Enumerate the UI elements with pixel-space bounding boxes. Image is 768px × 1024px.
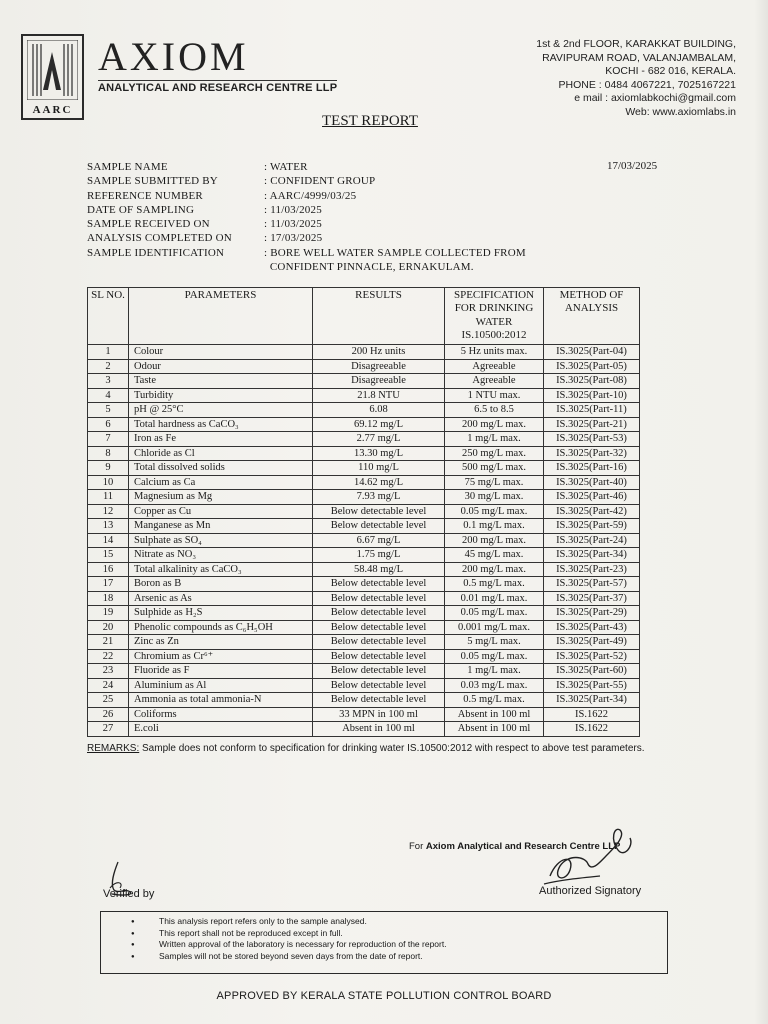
table-row: [88, 533, 640, 548]
cell-result: 69.12 mg/L: [313, 417, 445, 432]
remarks-text: Sample does not conform to specification for drinking water IS.10500:2012 with respect to above test parameters.: [139, 743, 645, 754]
cell-specification: 45 mg/L max.: [445, 548, 544, 563]
cell-specification: 1 mg/L max.: [445, 664, 544, 679]
cell-parameter: Sulphate as SO₄: [129, 533, 313, 548]
results-body: [88, 345, 640, 737]
cell-result: Below detectable level: [313, 606, 445, 621]
results-table: [87, 287, 640, 737]
cell-result: 21.8 NTU: [313, 388, 445, 403]
cell-parameter: Sulphide as H₂S: [129, 606, 313, 621]
cell-result: 6.08: [313, 403, 445, 418]
cell-parameter: Chloride as Cl: [129, 446, 313, 461]
cell-method: IS.3025(Part-34): [544, 548, 640, 563]
info-key: [87, 260, 264, 274]
cell-result: 14.62 mg/L: [313, 475, 445, 490]
table-row: [88, 591, 640, 606]
cell-specification: 200 mg/L max.: [445, 417, 544, 432]
cell-sl-no: 10: [88, 475, 129, 490]
address-line: KOCHI - 682 016, KERALA.: [605, 65, 736, 77]
cell-parameter: Ammonia as total ammonia-N: [129, 693, 313, 708]
remarks-label: REMARKS:: [87, 743, 140, 754]
notes-box: [100, 911, 668, 974]
header-sl-no: SL NO.: [88, 288, 129, 345]
cell-method: IS.3025(Part-16): [544, 461, 640, 476]
table-row: [88, 359, 640, 374]
cell-result: 33 MPN in 100 ml: [313, 707, 445, 722]
cell-method: IS.3025(Part-08): [544, 374, 640, 389]
cell-method: IS.1622: [544, 722, 640, 737]
cell-specification: Absent in 100 ml: [445, 707, 544, 722]
cell-method: IS.1622: [544, 707, 640, 722]
cell-method: IS.3025(Part-60): [544, 664, 640, 679]
cell-method: IS.3025(Part-32): [544, 446, 640, 461]
web-line: Web: www.axiomlabs.in: [625, 105, 736, 118]
cell-specification: 0.05 mg/L max.: [445, 504, 544, 519]
cell-method: IS.3025(Part-49): [544, 635, 640, 650]
info-key: SAMPLE IDENTIFICATION: [87, 246, 225, 259]
cell-sl-no: 20: [88, 620, 129, 635]
cell-result: 110 mg/L: [313, 461, 445, 476]
cell-method: IS.3025(Part-43): [544, 620, 640, 635]
phone-line: PHONE : 0484 4067221, 7025167221: [558, 78, 736, 91]
cell-method: IS.3025(Part-57): [544, 577, 640, 592]
cell-parameter: Odour: [129, 359, 313, 374]
cell-specification: 0.01 mg/L max.: [445, 591, 544, 606]
cell-parameter: Fluoride as F: [129, 664, 313, 679]
cell-sl-no: 2: [88, 359, 129, 374]
info-value: : CONFIDENT GROUP: [264, 175, 376, 188]
table-row: [88, 490, 640, 505]
info-value: : WATER: [264, 161, 308, 173]
info-row: [87, 189, 584, 203]
cell-sl-no: 8: [88, 446, 129, 461]
cell-result: 58.48 mg/L: [313, 562, 445, 577]
info-key: DATE OF SAMPLING: [87, 203, 195, 216]
cell-result: Below detectable level: [313, 678, 445, 693]
cell-sl-no: 23: [88, 664, 129, 679]
cell-result: Below detectable level: [313, 504, 445, 519]
cell-specification: 5 mg/L max.: [445, 635, 544, 650]
cell-method: IS.3025(Part-59): [544, 519, 640, 534]
cell-specification: 200 mg/L max.: [445, 533, 544, 548]
info-key: SAMPLE SUBMITTED BY: [87, 175, 218, 188]
cell-sl-no: 3: [88, 374, 129, 389]
logo-emblem-icon: [27, 40, 78, 100]
note-item: ● Samples will not be stored beyond seven days from the date of report.: [131, 951, 667, 963]
logo-text: AARC: [32, 104, 73, 116]
company-logo: [21, 34, 84, 120]
table-row: [88, 475, 640, 490]
info-value: : AARC/4999/03/25: [264, 189, 357, 202]
cell-sl-no: 24: [88, 678, 129, 693]
address-line: RAVIPURAM ROAD, VALANJAMBALAM,: [542, 51, 736, 64]
cell-specification: 1 mg/L max.: [445, 432, 544, 447]
header-specification: SPECIFICATION FOR DRINKING WATER IS.10500:2012: [445, 288, 544, 345]
cell-method: IS.3025(Part-29): [544, 606, 640, 621]
cell-parameter: Taste: [129, 374, 313, 389]
cell-specification: Agreeable: [445, 359, 544, 374]
cell-result: Below detectable level: [313, 649, 445, 664]
table-row: [88, 403, 640, 418]
remarks: [87, 741, 687, 756]
table-row: [88, 446, 640, 461]
table-row: [88, 620, 640, 635]
cell-sl-no: 11: [88, 490, 129, 505]
table-row: [88, 432, 640, 447]
table-row: [88, 722, 640, 737]
cell-parameter: Magnesium as Mg: [129, 490, 313, 505]
email-line: e mail : axiomlabkochi@gmail.com: [574, 92, 736, 104]
cell-specification: 250 mg/L max.: [445, 446, 544, 461]
cell-result: 2.77 mg/L: [313, 432, 445, 447]
sample-info: [87, 160, 584, 274]
cell-sl-no: 7: [88, 432, 129, 447]
cell-method: IS.3025(Part-55): [544, 678, 640, 693]
report-title: TEST REPORT: [322, 113, 418, 129]
header-method: METHOD OF ANALYSIS: [544, 288, 640, 345]
cell-specification: 0.5 mg/L max.: [445, 693, 544, 708]
cell-result: Absent in 100 ml: [313, 722, 445, 737]
cell-specification: 0.1 mg/L max.: [445, 519, 544, 534]
cell-method: IS.3025(Part-05): [544, 359, 640, 374]
cell-result: Below detectable level: [313, 519, 445, 534]
cell-method: IS.3025(Part-40): [544, 475, 640, 490]
info-value: : 11/03/2025: [264, 203, 322, 216]
info-value: CONFIDENT PINNACLE, ERNAKULAM.: [264, 261, 474, 274]
cell-sl-no: 1: [88, 345, 129, 360]
approval-footer: APPROVED BY KERALA STATE POLLUTION CONTROL BOARD: [216, 990, 552, 1002]
authorized-signatory-label: Authorized Signatory: [539, 885, 642, 897]
for-company-name: Axiom Analytical and Research Centre LLP: [425, 841, 621, 852]
info-row: [87, 217, 584, 231]
cell-method: IS.3025(Part-24): [544, 533, 640, 548]
info-value: : 17/03/2025: [264, 232, 323, 245]
cell-result: 13.30 mg/L: [313, 446, 445, 461]
table-row: [88, 577, 640, 592]
cell-sl-no: 19: [88, 606, 129, 621]
cell-sl-no: 16: [88, 562, 129, 577]
cell-parameter: Turbidity: [129, 388, 313, 403]
scan-edge-shadow: [754, 0, 768, 1024]
cell-method: IS.3025(Part-04): [544, 345, 640, 360]
cell-sl-no: 15: [88, 548, 129, 563]
cell-result: Below detectable level: [313, 664, 445, 679]
cell-method: IS.3025(Part-10): [544, 388, 640, 403]
cell-parameter: Chromium as Cr⁶⁺: [129, 649, 313, 664]
table-row: [88, 693, 640, 708]
info-row: [87, 231, 584, 245]
cell-parameter: Colour: [129, 345, 313, 360]
cell-specification: 1 NTU max.: [445, 388, 544, 403]
table-row: [88, 417, 640, 432]
cell-specification: 75 mg/L max.: [445, 475, 544, 490]
cell-sl-no: 25: [88, 693, 129, 708]
brand-subtitle: ANALYTICAL AND RESEARCH CENTRE LLP: [98, 82, 338, 94]
cell-specification: Agreeable: [445, 374, 544, 389]
cell-sl-no: 13: [88, 519, 129, 534]
cell-result: 200 Hz units: [313, 345, 445, 360]
cell-parameter: Boron as B: [129, 577, 313, 592]
cell-result: Below detectable level: [313, 620, 445, 635]
table-row: [88, 388, 640, 403]
cell-sl-no: 9: [88, 461, 129, 476]
info-key: SAMPLE NAME: [87, 161, 168, 173]
table-row: [88, 519, 640, 534]
cell-method: IS.3025(Part-52): [544, 649, 640, 664]
cell-sl-no: 6: [88, 417, 129, 432]
cell-method: IS.3025(Part-23): [544, 562, 640, 577]
info-row: [87, 203, 584, 217]
cell-method: IS.3025(Part-42): [544, 504, 640, 519]
info-row: [87, 260, 584, 274]
cell-sl-no: 18: [88, 591, 129, 606]
cell-parameter: Zinc as Zn: [129, 635, 313, 650]
cell-method: IS.3025(Part-21): [544, 417, 640, 432]
table-row: [88, 635, 640, 650]
cell-sl-no: 17: [88, 577, 129, 592]
info-value: : BORE WELL WATER SAMPLE COLLECTED FROM: [264, 246, 526, 259]
cell-method: IS.3025(Part-53): [544, 432, 640, 447]
info-key: REFERENCE NUMBER: [87, 189, 203, 202]
brand-name: AXIOM: [98, 34, 249, 79]
table-row: [88, 548, 640, 563]
cell-specification: 0.03 mg/L max.: [445, 678, 544, 693]
verified-by-label: Verified by: [103, 888, 155, 900]
table-header-row: [88, 288, 640, 345]
cell-result: Below detectable level: [313, 635, 445, 650]
info-row: [87, 160, 584, 174]
cell-parameter: pH @ 25°C: [129, 403, 313, 418]
header-parameters: PARAMETERS: [129, 288, 313, 345]
cell-result: Disagreeable: [313, 374, 445, 389]
cell-sl-no: 26: [88, 707, 129, 722]
cell-specification: 5 Hz units max.: [445, 345, 544, 360]
table-row: [88, 345, 640, 360]
cell-specification: 30 mg/L max.: [445, 490, 544, 505]
note-item: ● Written approval of the laboratory is necessary for reproduction of the report.: [131, 939, 667, 951]
cell-method: IS.3025(Part-37): [544, 591, 640, 606]
cell-method: IS.3025(Part-34): [544, 693, 640, 708]
cell-specification: 6.5 to 8.5: [445, 403, 544, 418]
cell-sl-no: 27: [88, 722, 129, 737]
cell-specification: 500 mg/L max.: [445, 461, 544, 476]
table-row: [88, 707, 640, 722]
cell-parameter: Total alkalinity as CaCO₃: [129, 562, 313, 577]
table-row: [88, 678, 640, 693]
cell-result: 7.93 mg/L: [313, 490, 445, 505]
cell-result: Below detectable level: [313, 591, 445, 606]
cell-parameter: Coliforms: [129, 707, 313, 722]
cell-parameter: Arsenic as As: [129, 591, 313, 606]
info-row: [87, 174, 584, 188]
cell-parameter: Total hardness as CaCO₃: [129, 417, 313, 432]
cell-specification: 0.05 mg/L max.: [445, 649, 544, 664]
table-row: [88, 606, 640, 621]
cell-sl-no: 12: [88, 504, 129, 519]
cell-result: Below detectable level: [313, 577, 445, 592]
for-prefix: For: [409, 841, 426, 852]
cell-result: Below detectable level: [313, 693, 445, 708]
note-item: ● This report shall not be reproduced except in full.: [131, 928, 667, 940]
info-key: SAMPLE RECEIVED ON: [87, 218, 210, 231]
cell-sl-no: 5: [88, 403, 129, 418]
cell-parameter: Aluminium as Al: [129, 678, 313, 693]
cell-parameter: Total dissolved solids: [129, 461, 313, 476]
table-row: [88, 461, 640, 476]
cell-method: IS.3025(Part-11): [544, 403, 640, 418]
cell-specification: Absent in 100 ml: [445, 722, 544, 737]
cell-result: 6.67 mg/L: [313, 533, 445, 548]
cell-parameter: Phenolic compounds as C₆H₅OH: [129, 620, 313, 635]
cell-specification: 0.5 mg/L max.: [445, 577, 544, 592]
cell-specification: 200 mg/L max.: [445, 562, 544, 577]
address-line: 1st & 2nd FLOOR, KARAKKAT BUILDING,: [536, 38, 736, 50]
note-item: ● This analysis report refers only to the sample analysed.: [131, 916, 667, 928]
table-row: [88, 562, 640, 577]
cell-parameter: Copper as Cu: [129, 504, 313, 519]
cell-sl-no: 14: [88, 533, 129, 548]
company-address: [436, 38, 736, 119]
table-row: [88, 649, 640, 664]
cell-parameter: Manganese as Mn: [129, 519, 313, 534]
table-row: [88, 664, 640, 679]
cell-sl-no: 22: [88, 649, 129, 664]
info-key: ANALYSIS COMPLETED ON: [87, 232, 232, 245]
cell-sl-no: 4: [88, 388, 129, 403]
cell-parameter: Calcium as Ca: [129, 475, 313, 490]
info-row: [87, 246, 584, 260]
cell-result: 1.75 mg/L: [313, 548, 445, 563]
cell-parameter: E.coli: [129, 722, 313, 737]
cell-parameter: Nitrate as NO₃: [129, 548, 313, 563]
table-row: [88, 374, 640, 389]
cell-specification: 0.05 mg/L max.: [445, 606, 544, 621]
cell-parameter: Iron as Fe: [129, 432, 313, 447]
cell-method: IS.3025(Part-46): [544, 490, 640, 505]
cell-result: Disagreeable: [313, 359, 445, 374]
cell-sl-no: 21: [88, 635, 129, 650]
report-date: 17/03/2025: [607, 160, 658, 172]
header-results: RESULTS: [313, 288, 445, 345]
table-row: [88, 504, 640, 519]
info-value: : 11/03/2025: [264, 218, 322, 231]
cell-specification: 0.001 mg/L max.: [445, 620, 544, 635]
